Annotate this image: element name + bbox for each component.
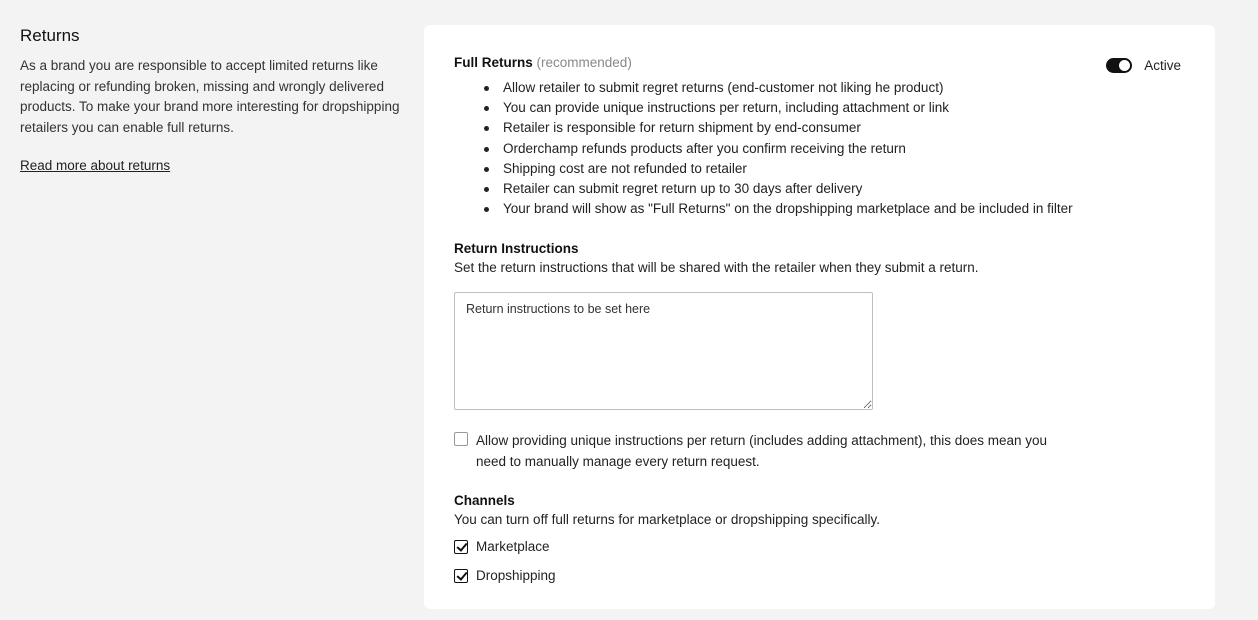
- returns-intro: [20, 26, 405, 175]
- channel-dropshipping-row: [454, 568, 556, 583]
- active-toggle-group: [1106, 58, 1181, 73]
- marketplace-checkbox[interactable]: [454, 540, 468, 554]
- full-returns-title: Full Returns: [454, 55, 533, 70]
- list-item: Your brand will show as "Full Returns" on the dropshipping marketplace and be included in filter: [473, 199, 1073, 219]
- active-toggle[interactable]: [1106, 58, 1132, 73]
- list-item: Retailer is responsible for return shipment by end-consumer: [473, 118, 1073, 138]
- return-instructions-textarea[interactable]: [454, 292, 873, 410]
- return-instructions-title: Return Instructions: [454, 241, 579, 256]
- list-item: You can provide unique instructions per return, including attachment or link: [473, 98, 1073, 118]
- full-returns-heading: [454, 55, 632, 70]
- toggle-knob: [1119, 60, 1130, 71]
- allow-unique-instructions-row: [454, 430, 1074, 472]
- dropshipping-label: Dropshipping: [476, 568, 556, 583]
- list-item: Retailer can submit regret return up to 30 days after delivery: [473, 179, 1073, 199]
- read-more-link[interactable]: Read more about returns: [20, 158, 171, 173]
- dropshipping-checkbox[interactable]: [454, 569, 468, 583]
- list-item: Allow retailer to submit regret returns (end-customer not liking he product): [473, 78, 1073, 98]
- section-title: Returns: [20, 26, 80, 45]
- section-description: As a brand you are responsible to accept limited returns like replacing or refunding broken, missing and wrongly delivered products. To make your brand more interesting for dropshipping retailers you can enable full returns.: [20, 58, 400, 135]
- marketplace-label: Marketplace: [476, 539, 550, 554]
- channels-title: Channels: [454, 493, 515, 508]
- toggle-label: Active: [1144, 58, 1181, 73]
- full-returns-card: [424, 25, 1215, 609]
- allow-unique-instructions-checkbox[interactable]: [454, 432, 468, 446]
- full-returns-benefits: [473, 78, 1073, 219]
- channel-marketplace-row: [454, 539, 550, 554]
- list-item: Shipping cost are not refunded to retailer: [473, 159, 1073, 179]
- list-item: Orderchamp refunds products after you confirm receiving the return: [473, 139, 1073, 159]
- recommended-tag: (recommended): [536, 55, 632, 70]
- channels-description: You can turn off full returns for marketplace or dropshipping specifically.: [454, 512, 880, 527]
- return-instructions-description: Set the return instructions that will be shared with the retailer when they submit a return.: [454, 260, 979, 275]
- allow-unique-instructions-label: Allow providing unique instructions per return (includes adding attachment), this does mean you need to manually manage every return request.: [476, 433, 1048, 469]
